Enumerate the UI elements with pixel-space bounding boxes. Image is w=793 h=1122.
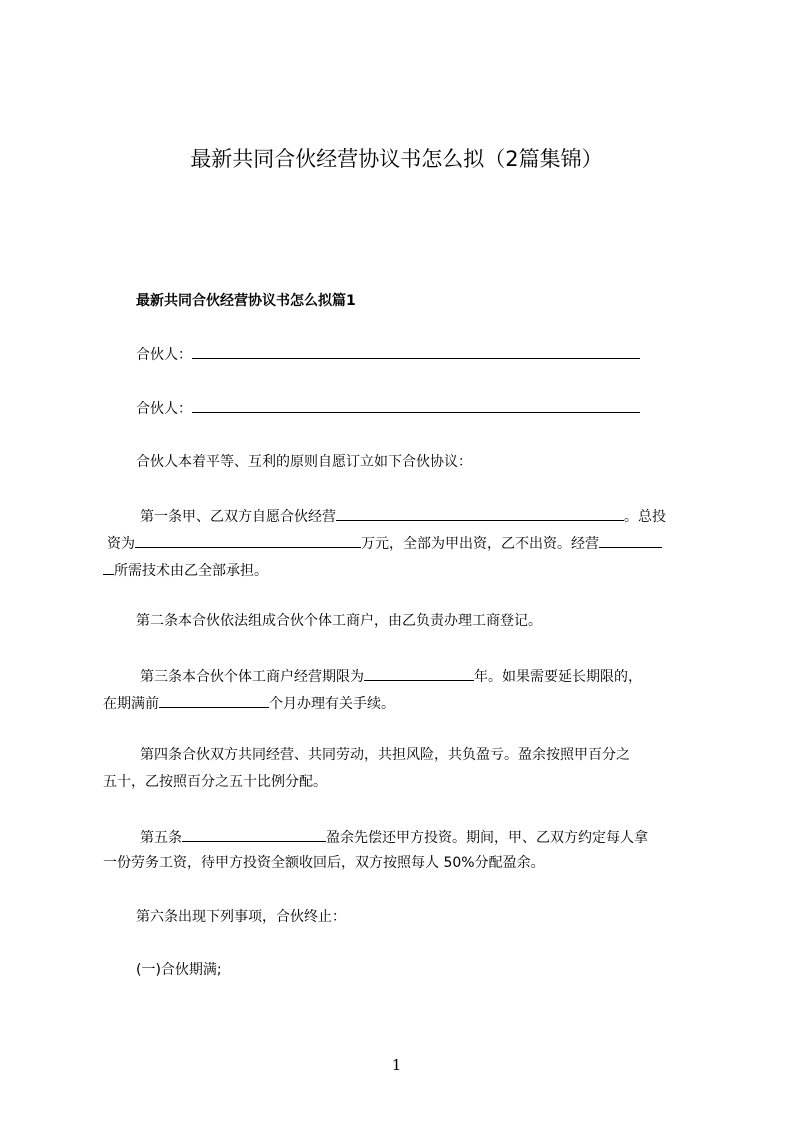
blank-business-item-cont (103, 559, 114, 575)
article-3-line-2 (103, 692, 703, 714)
blank-business-item (599, 532, 662, 548)
article-3-line-1 (103, 665, 740, 687)
article-1-line-2 (103, 532, 707, 554)
article-1-line-1 (103, 505, 740, 527)
blank-business-scope (336, 505, 624, 521)
article-3-text: 在期满前 (103, 696, 159, 712)
blank-article-5 (182, 826, 326, 842)
article-1-text: 资为 (107, 536, 135, 552)
article-6: 第六条出现下列事项，合伙终止： (136, 909, 346, 925)
partner-label: 合伙人： (136, 401, 192, 417)
article-5-text: 盈余先偿还甲方投资。期间，甲、乙双方约定每人拿 (326, 830, 648, 846)
partner-line-1 (103, 343, 736, 365)
article-1-text: 万元，全部为甲出资，乙不出资。经营 (361, 536, 599, 552)
article-4-line-2: 五十，乙按照百分之五十比例分配。 (103, 774, 327, 790)
blank-partner-name (192, 397, 640, 413)
document-title: 最新共同合伙经营协议书怎么拟（2篇集锦） (190, 147, 603, 171)
blank-partner-name (192, 343, 640, 359)
article-5-line-1 (103, 826, 740, 848)
article-4-line-1: 第四条合伙双方共同经营、共同劳动，共担风险，共负盈亏。盈余按照甲百分之 (140, 747, 630, 763)
partner-line-2 (103, 397, 736, 419)
article-3-text: 个月办理有关手续。 (269, 696, 395, 712)
intro-paragraph: 合伙人本着平等、互利的原则自愿订立如下合伙协议： (136, 454, 472, 470)
article-5-line-2: 一份劳务工资，待甲方投资全额收回后，双方按照每人 50%分配盈余。 (103, 855, 545, 871)
article-2: 第二条本合伙依法组成合伙个体工商户，由乙负责办理工商登记。 (136, 613, 542, 629)
article-1-text: 。总投 (624, 509, 666, 525)
article-5-text: 第五条 (140, 830, 182, 846)
article-1-text: 所需技术由乙全部承担。 (114, 563, 268, 579)
blank-term-years (364, 665, 474, 681)
article-3-text: 第三条本合伙个体工商户经营期限为 (140, 669, 364, 685)
blank-investment-amount (135, 532, 361, 548)
list-item-1: (一)合伙期满; (136, 962, 222, 978)
blank-months (159, 692, 269, 708)
page-number: 1 (391, 1056, 402, 1074)
article-1-text: 第一条甲、乙双方自愿合伙经营 (140, 509, 336, 525)
partner-label: 合伙人： (136, 347, 192, 363)
section-heading: 最新共同合伙经营协议书怎么拟篇1 (136, 293, 356, 309)
article-3-text: 年。如果需要延长期限的， (474, 669, 642, 685)
article-1-line-3 (103, 559, 703, 581)
